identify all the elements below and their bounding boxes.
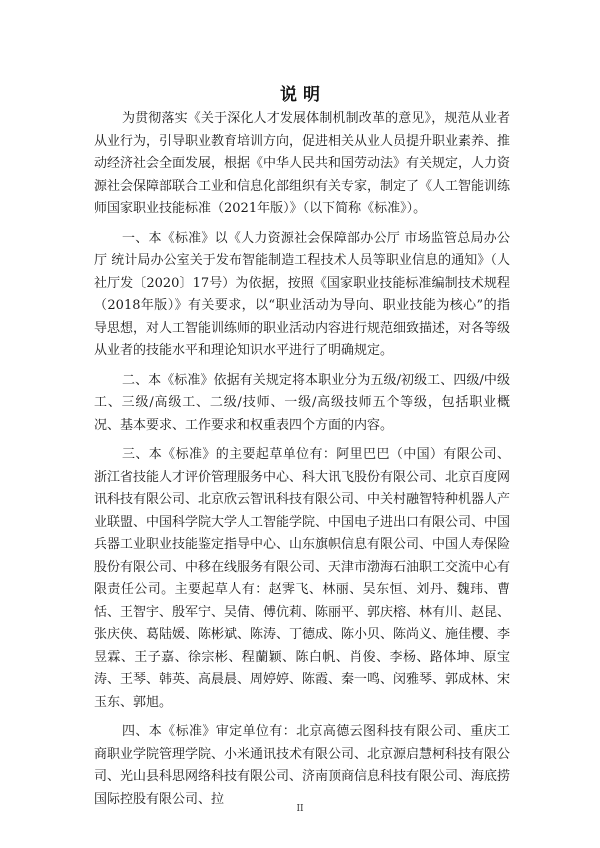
paragraph-section-4: 四、本《标准》审定单位有：北京高德云图科技有限公司、重庆工商职业学院管理学院、小米通讯技术有限公司、北京源启慧柯科技有限公司、光山县科思网络科技有限公司、济南顶商信息科技有限公司、海底捞国际控股有限公司、拉 <box>94 724 511 807</box>
paragraph-intro: 为贯彻落实《关于深化人才发展体制机制改革的意见》，规范从业者从业行为，引导职业教育培训方向，促进相关从业人员提升职业素养、推动经济社会全面发展，根据《中华人民共和国劳动法》有关规定，人力资源社会保障部联合工业和信息化部组织有关专家，制定了《人工智能训练师国家职业技能标准（2021年版）》（以下简称《标准》）。 <box>94 111 511 216</box>
paragraph-section-2: 二、本《标准》依据有关规定将本职业分为五级/初级工、四级/中级工、三级/高级工、二级/技师、一级/高级技师五个等级，包括职业概况、基本要求、工作要求和权重表四个方面的内容。 <box>94 372 510 433</box>
document-body <box>94 108 510 818</box>
page-title: 说 明 <box>280 85 320 105</box>
paragraph-section-3: 三、本《标准》的主要起草单位有：阿里巴巴（中国）有限公司、浙江省技能人才评价管理服务中心、科大讯飞股份有限公司、北京百度网讯科技有限公司、北京欣云智讯科技有限公司、中关村融智特种机器人产业联盟、中国科学院大学人工智能学院、中国电子进出口有限公司、中国兵器工业职业技能鉴定指导中心、山东旗帜信息有限公司、中国人寿保险股份有限公司、中移在线服务有限公司、天津市渤海石油职工交流中心有限责任公司。主要起草人有：赵霁飞、林丽、吴东恒、刘丹、魏玮、曹恬、王智宇、殷军宁、吴倩、傅伉莉、陈丽平、郭庆榕、林有川、赵昆、张庆侠、葛陆媛、陈彬斌、陈涛、丁德成、陈小贝、陈尚义、施佳樱、李昱霖、王子嘉、徐宗彬、程蘭颖、陈白帆、肖俊、李杨、路体坤、原宝涛、王琴、韩英、高晨晨、周婷婷、陈霞、秦一鸣、闵雅琴、郭成林、宋玉东、郭旭。 <box>94 447 511 710</box>
paragraph-section-1: 一、本《标准》以《人力资源社会保障部办公厅 市场监管总局办公厅 统计局办公室关于发布智能制造工程技术人员等职业信息的通知》（人社厅发〔2020〕17号）为依据，按照《国家职业技能标准编制技术规程（2018年版）》有关要求，以“职业活动为导向、职业技能为核心”的指导思想，对人工智能训练师的职业活动内容进行规范细致描述，对各等级从业者的技能水平和理论知识水平进行了明确规定。 <box>94 230 511 358</box>
page-number: II <box>296 804 304 814</box>
